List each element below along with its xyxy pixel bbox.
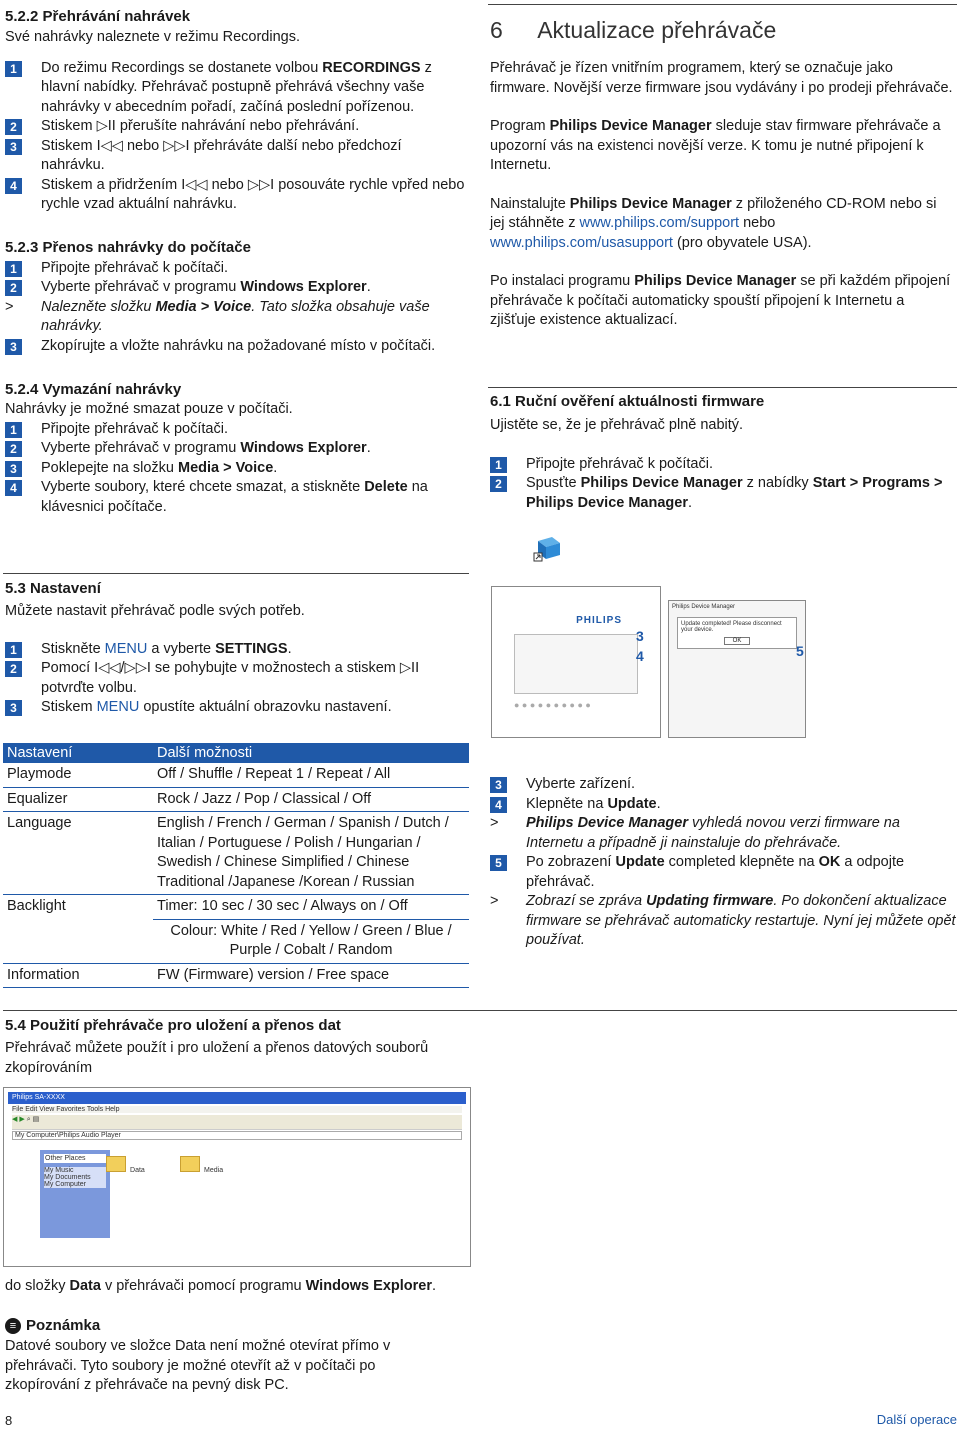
step bbox=[5, 459, 465, 479]
step-text: . bbox=[366, 440, 371, 456]
folder-label: Media bbox=[204, 1167, 224, 1174]
step-number: 1 bbox=[5, 261, 22, 277]
text: se při každém připojení přehrávače k počítači automaticky spouští připojení k Internetu a zjišťuje existence aktualizací. bbox=[490, 273, 951, 328]
explorer-screenshot bbox=[3, 1087, 471, 1267]
paragraph bbox=[490, 117, 954, 176]
step-number: 3 bbox=[5, 139, 22, 155]
section-54-after bbox=[5, 1277, 475, 1297]
table-header: Nastavení bbox=[3, 743, 153, 763]
folder-icon bbox=[106, 1156, 126, 1172]
folder-label: Data bbox=[130, 1167, 145, 1174]
divider bbox=[488, 4, 957, 5]
step bbox=[490, 474, 954, 513]
table-cell: FW (Firmware) version / Free space bbox=[153, 963, 469, 988]
step-text: Připojte přehrávač k počítači. bbox=[41, 420, 228, 437]
table-cell: Off / Shuffle / Repeat 1 / Repeat / All bbox=[153, 763, 469, 787]
table-cell bbox=[3, 919, 153, 963]
step bbox=[490, 455, 954, 475]
update-steps bbox=[490, 775, 956, 951]
pane-heading: Other Places bbox=[44, 1154, 106, 1163]
bold-text: Philips Device Manager bbox=[634, 273, 797, 289]
text: . bbox=[431, 1278, 437, 1294]
step bbox=[5, 420, 465, 440]
right-body bbox=[490, 59, 954, 331]
step-text: . Tato složka obsahuje vaše nahrávky. bbox=[41, 298, 430, 334]
note-block bbox=[5, 1317, 475, 1396]
step bbox=[5, 278, 465, 298]
step-text: . bbox=[273, 459, 278, 476]
section-524-title: 5.2.4 Vymazání nahrávky bbox=[5, 381, 182, 398]
table-row bbox=[3, 787, 469, 812]
chapter-title: Aktualizace přehrávače bbox=[537, 17, 777, 43]
folder-icon bbox=[180, 1156, 200, 1172]
step-text: opustíte aktuální obrazovku nastavení. bbox=[139, 699, 392, 715]
search-icon: ⌕ bbox=[26, 1116, 31, 1123]
step-text: Stiskem I◁◁ nebo ▷▷I přehráváte další nebo předchozí nahrávku. bbox=[41, 137, 402, 173]
step-text: a odpojte přehrávač. bbox=[526, 854, 905, 890]
step-bold: SETTINGS bbox=[215, 640, 288, 657]
step-text: Poklepejte na složku bbox=[41, 459, 179, 476]
folder-item bbox=[180, 1156, 223, 1176]
device-list bbox=[514, 634, 638, 694]
table-cell: Information bbox=[3, 963, 153, 988]
bold-text: Philips Device Manager bbox=[549, 118, 712, 134]
step-text: Vyberte zařízení. bbox=[526, 776, 636, 792]
step-bold: Philips Device Manager bbox=[580, 475, 743, 491]
section-522-title: 5.2.2 Přehrávání nahrávek bbox=[5, 8, 191, 25]
step bbox=[5, 698, 465, 718]
callout-3: 3 bbox=[636, 628, 644, 644]
divider bbox=[488, 387, 957, 388]
paragraph: Přehrávač je řízen vnitřním programem, který se označuje jako firmware. Novější verze firmware jsou vydávány i po prodeji přehrávače. bbox=[490, 60, 953, 96]
step-text: . Po dokončení aktualizace firmware se přehrávač automaticky restartuje. Nyní jej můžete opět používat. bbox=[526, 893, 956, 948]
result-note bbox=[5, 298, 465, 337]
step-text: Vyberte soubory, které chcete smazat, a stiskněte bbox=[41, 479, 365, 495]
callout-4: 4 bbox=[636, 648, 644, 664]
section-54-intro: Přehrávač můžete použít i pro uložení a přenos datových souborů zkopírováním bbox=[5, 1040, 429, 1076]
table-cell: Equalizer bbox=[3, 787, 153, 812]
step-number: 3 bbox=[5, 700, 22, 716]
address-bar: My Computer\Philips Audio Player bbox=[12, 1131, 462, 1140]
bold-text: Windows Explorer bbox=[305, 1278, 432, 1294]
step-number: 3 bbox=[490, 777, 507, 793]
folder-item bbox=[106, 1156, 145, 1176]
step-bold: OK bbox=[818, 854, 841, 870]
step-number: 3 bbox=[5, 461, 22, 477]
step-text: . bbox=[687, 494, 693, 511]
note-icon: ≡ bbox=[5, 1318, 21, 1334]
step-text: . bbox=[287, 640, 292, 657]
table-cell: Colour: White / Red / Yellow / Green / Blue / Purple / Cobalt / Random bbox=[153, 919, 469, 963]
section-61-intro: Ujistěte se, že je přehrávač plně nabitý. bbox=[490, 417, 744, 433]
step-text: Stiskněte bbox=[41, 640, 105, 657]
section-53 bbox=[5, 580, 465, 718]
step-number: 3 bbox=[5, 339, 22, 355]
footer-link[interactable]: Další operace bbox=[876, 1412, 957, 1427]
step-text: a vyberte bbox=[147, 640, 216, 657]
step-number: 2 bbox=[5, 119, 22, 135]
text: Program bbox=[490, 118, 550, 134]
step-bold: Media > Voice bbox=[178, 459, 274, 476]
table-row bbox=[3, 963, 469, 988]
step-number: 2 bbox=[5, 280, 22, 296]
table-cell: Playmode bbox=[3, 763, 153, 787]
step-number: 4 bbox=[490, 797, 507, 813]
section-522-intro: Své nahrávky naleznete v režimu Recordings. bbox=[5, 29, 300, 45]
step-text: Stiskem ▷II přerušíte nahrávání nebo přehrávání. bbox=[41, 118, 360, 134]
toolbar bbox=[12, 1115, 462, 1130]
table-cell: Backlight bbox=[7, 898, 66, 914]
paragraph bbox=[490, 195, 954, 254]
step-bold: RECORDINGS bbox=[322, 59, 421, 76]
table-row bbox=[3, 919, 469, 963]
step-text: . bbox=[366, 279, 371, 295]
back-icon: ◀ bbox=[12, 1116, 18, 1123]
step-text: Po zobrazení bbox=[526, 854, 616, 870]
step bbox=[5, 478, 465, 517]
table-cell: Language bbox=[3, 812, 153, 895]
step-bold: Update bbox=[615, 854, 665, 870]
device-manager-icon bbox=[532, 533, 562, 563]
table-row bbox=[3, 895, 469, 920]
folders-icon: ▤ bbox=[32, 1116, 40, 1123]
table-cell: English / French / German / Spanish / Dutch / Italian / Portuguese / Polish / Hungarian / Swedish / Chinese Simplified / Chinese Traditional /Japanese /Korean / Russian bbox=[153, 812, 469, 895]
step-text: Stiskem a přidržením I◁◁ nebo ▷▷I posouváte rychle vpřed nebo rychle vzad aktuální nahrávku. bbox=[41, 176, 465, 212]
step-bold: Windows Explorer bbox=[240, 440, 367, 456]
section-524-intro: Nahrávky je možné smazat pouze v počítači. bbox=[5, 401, 293, 417]
step-number: 1 bbox=[5, 422, 22, 438]
step-text: Klepněte na bbox=[526, 795, 608, 812]
step-text: Nalezněte složku bbox=[41, 298, 156, 315]
window-title: Philips SA-XXXX bbox=[8, 1092, 466, 1104]
section-54-title: 5.4 Použití přehrávače pro uložení a přenos dat bbox=[5, 1017, 341, 1034]
note-text: Datové soubory ve složce Data není možné otevírat přímo v přehrávači. Tyto soubory je možné otevřít až v počítači po zkopírování z přehrávače na pevný disk PC. bbox=[5, 1338, 391, 1393]
support-link[interactable]: www.philips.com/support bbox=[579, 215, 740, 231]
step-text: Stiskem bbox=[41, 699, 97, 715]
step-bold: Updating firmware bbox=[646, 893, 774, 909]
dialog-title: Philips Device Manager bbox=[672, 604, 736, 610]
step bbox=[5, 337, 465, 357]
step-bold: Delete bbox=[364, 479, 408, 495]
step-number: 2 bbox=[5, 661, 22, 677]
text: (pro obyvatele USA). bbox=[672, 234, 812, 251]
result-note bbox=[490, 892, 956, 951]
section-53-intro: Můžete nastavit přehrávač podle svých potřeb. bbox=[5, 603, 305, 619]
step bbox=[490, 795, 956, 815]
result-note bbox=[490, 814, 956, 853]
note-title: Poznámka bbox=[26, 1317, 101, 1334]
philips-logo: PHILIPS bbox=[576, 615, 622, 626]
step bbox=[5, 659, 465, 698]
dialog-box bbox=[677, 617, 797, 649]
step-bold: Start > Programs > Philips Device Manager bbox=[526, 475, 943, 511]
menu-key-label: MENU bbox=[104, 640, 148, 657]
section-54 bbox=[5, 1017, 475, 1078]
forward-icon: ▶ bbox=[19, 1116, 25, 1123]
step-text: completed klepněte na bbox=[664, 854, 819, 870]
result-marker: > bbox=[490, 815, 499, 831]
section-53-title: 5.3 Nastavení bbox=[5, 580, 101, 597]
menu-key-label: MENU bbox=[96, 699, 140, 715]
step-text: Připojte přehrávač k počítači. bbox=[41, 259, 228, 276]
pane-link: My Computer bbox=[44, 1181, 106, 1188]
text: do složky bbox=[5, 1278, 70, 1294]
text: v přehrávači pomocí programu bbox=[100, 1278, 306, 1294]
text: sleduje stav firmware přehrávače a upozorní vás na existenci novější verze. K tomu je nutné připojení k Internetu. bbox=[490, 118, 941, 173]
page-number: 8 bbox=[5, 1413, 13, 1428]
step-text: Vyberte přehrávač v programu bbox=[41, 440, 241, 456]
note-heading bbox=[5, 1317, 475, 1334]
ok-button[interactable]: OK bbox=[724, 637, 750, 645]
step-text: vyhledá novou verzi firmware na Internetu a případně ji nainstaluje do přehrávače. bbox=[526, 815, 900, 851]
table-cell: Rock / Jazz / Pop / Classical / Off bbox=[153, 787, 469, 812]
step-text: Pomocí I◁◁/▷▷I se pohybujte v možnostech a stiskem ▷II potvrďte volbu. bbox=[41, 660, 420, 696]
table-row bbox=[3, 763, 469, 787]
text: nebo bbox=[739, 215, 776, 231]
result-marker: > bbox=[490, 893, 499, 909]
text: z přiloženého CD-ROM nebo si jej stáhněte z bbox=[490, 195, 937, 231]
step bbox=[5, 176, 465, 215]
step bbox=[5, 640, 465, 660]
step bbox=[490, 853, 956, 892]
table-cell: Timer: 10 sec / 30 sec / Always on / Off bbox=[153, 895, 469, 920]
pane-link: My Music bbox=[44, 1167, 106, 1174]
step-bold: Philips Device Manager bbox=[526, 815, 688, 831]
step-text: na klávesnici počítače. bbox=[41, 479, 428, 515]
left-column bbox=[5, 6, 465, 517]
chapter-number: 6 bbox=[490, 17, 503, 43]
step-bold: Windows Explorer bbox=[240, 279, 367, 295]
step-text: Zobrazí se zpráva bbox=[526, 893, 647, 909]
pane-link: My Documents bbox=[44, 1174, 106, 1181]
step-text: z hlavní nabídky. Přehrávač postupně přehrává všechny vaše nahrávky v abecedním pořadí, začíná poslední pořízenou. bbox=[41, 59, 432, 115]
step bbox=[5, 137, 465, 176]
device-manager-shortcut-icon[interactable] bbox=[532, 533, 562, 563]
divider bbox=[3, 1010, 957, 1011]
menu-bar: File Edit View Favorites Tools Help bbox=[12, 1106, 462, 1113]
step-text: z nabídky bbox=[742, 475, 813, 491]
callout-5: 5 bbox=[796, 643, 804, 659]
chapter-6-heading bbox=[490, 17, 776, 44]
step-text: . bbox=[656, 795, 661, 812]
dialog-message: Update completed! Please disconnect your device. bbox=[681, 621, 782, 633]
step bbox=[5, 439, 465, 459]
step bbox=[5, 59, 465, 118]
step-number: 5 bbox=[490, 855, 507, 871]
text: Po instalaci programu bbox=[490, 273, 635, 289]
divider bbox=[3, 573, 469, 574]
paragraph bbox=[490, 272, 954, 331]
update-dialog-window bbox=[668, 600, 806, 738]
step-number: 1 bbox=[490, 457, 507, 473]
bold-text: Philips Device Manager bbox=[569, 195, 732, 212]
step-number: 1 bbox=[5, 642, 22, 658]
step-text: Zkopírujte a vložte nahrávku na požadované místo v počítači. bbox=[41, 337, 436, 354]
step-text: Připojte přehrávač k počítači. bbox=[526, 455, 713, 472]
step-number: 2 bbox=[490, 476, 507, 492]
step bbox=[490, 775, 956, 795]
table-header: Další možnosti bbox=[153, 743, 469, 763]
step-bold: Media > Voice bbox=[155, 298, 252, 315]
step-text: Vyberte přehrávač v programu bbox=[41, 279, 241, 295]
step-number: 2 bbox=[5, 441, 22, 457]
settings-table bbox=[3, 743, 469, 988]
step-number: 4 bbox=[5, 480, 22, 496]
result-marker: > bbox=[5, 298, 14, 315]
step bbox=[5, 259, 465, 279]
step-number: 4 bbox=[5, 178, 22, 194]
progress-dots: ● ● ● ● ● ● ● ● ● ● bbox=[514, 700, 591, 710]
bold-text: Data bbox=[69, 1278, 101, 1294]
step-bold: Update bbox=[607, 795, 657, 812]
section-61-title: 6.1 Ruční ověření aktuálnosti firmware bbox=[490, 393, 765, 410]
usa-support-link[interactable]: www.philips.com/usasupport bbox=[490, 234, 673, 251]
step-text: Spusťte bbox=[526, 475, 581, 491]
text: Nainstalujte bbox=[490, 195, 570, 212]
section-523-title: 5.2.3 Přenos nahrávky do počítače bbox=[5, 238, 251, 256]
section-61 bbox=[490, 393, 954, 513]
step-text: Do režimu Recordings se dostanete volbou bbox=[41, 59, 323, 76]
table-row bbox=[3, 812, 469, 895]
task-pane bbox=[40, 1150, 110, 1238]
step-number: 1 bbox=[5, 61, 22, 77]
step bbox=[5, 117, 465, 137]
